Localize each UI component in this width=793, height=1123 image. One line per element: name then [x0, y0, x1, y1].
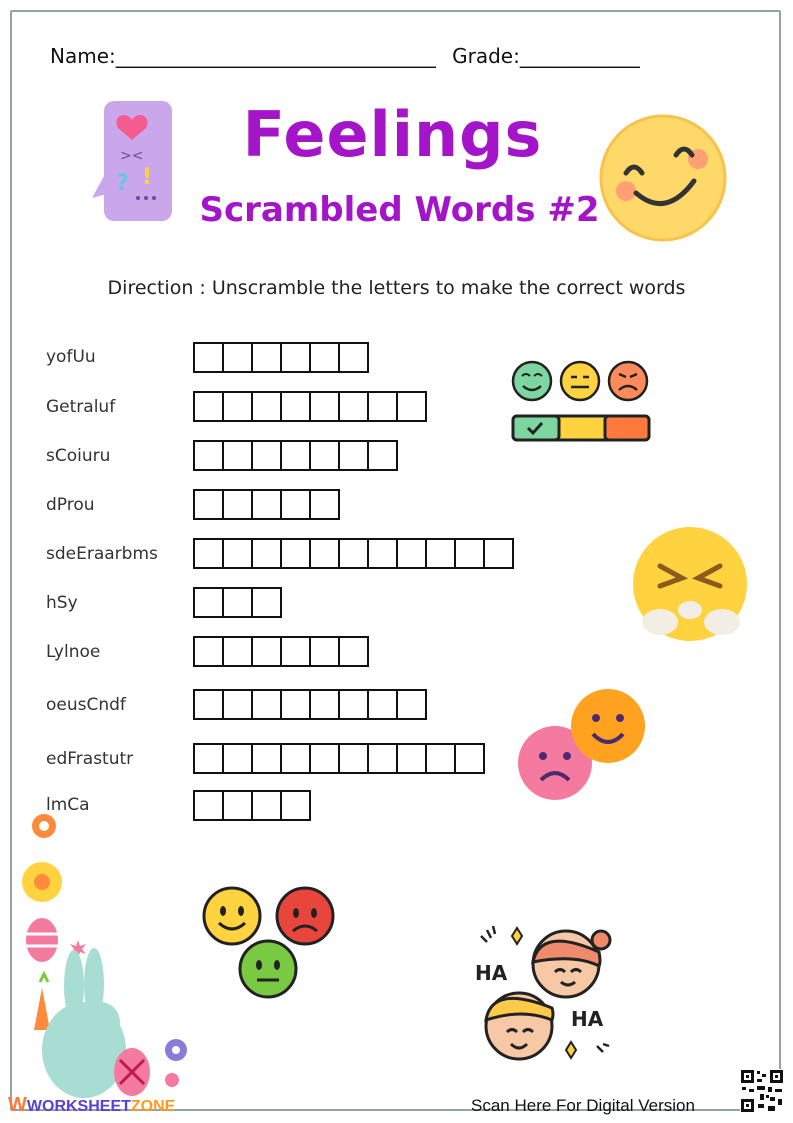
letter-box[interactable] [367, 689, 398, 720]
letter-box[interactable] [193, 538, 224, 569]
mood-scale-icon [510, 360, 652, 444]
letter-box[interactable] [483, 538, 514, 569]
letter-box[interactable] [193, 440, 224, 471]
letter-box[interactable] [425, 538, 456, 569]
worksheetzone-logo[interactable] [8, 1094, 175, 1117]
letter-box[interactable] [222, 587, 253, 618]
letter-box[interactable] [454, 743, 485, 774]
letter-box[interactable] [309, 440, 340, 471]
answer-boxes[interactable] [193, 587, 280, 618]
letter-box[interactable] [396, 391, 427, 422]
letter-box[interactable] [251, 743, 282, 774]
letter-box[interactable] [193, 636, 224, 667]
laughing-kids-icon [473, 922, 621, 1070]
letter-box[interactable] [251, 489, 282, 520]
logo-mark: W [8, 1094, 27, 1116]
letter-box[interactable] [338, 538, 369, 569]
letter-box[interactable] [222, 440, 253, 471]
letter-box[interactable] [396, 689, 427, 720]
letter-box[interactable] [251, 440, 282, 471]
answer-boxes[interactable] [193, 743, 483, 774]
letter-box[interactable] [280, 391, 311, 422]
letter-box[interactable] [251, 342, 282, 373]
svg-text:HA: HA [475, 961, 508, 985]
letter-box[interactable] [338, 391, 369, 422]
letter-box[interactable] [222, 342, 253, 373]
scrambled-word: dProu [46, 495, 95, 515]
letter-box[interactable] [222, 489, 253, 520]
letter-box[interactable] [367, 391, 398, 422]
letter-box[interactable] [193, 790, 224, 821]
scrambled-word: oeusCndf [46, 695, 126, 715]
svg-text:HA: HA [571, 1007, 604, 1031]
letter-box[interactable] [193, 689, 224, 720]
svg-text:?: ? [116, 171, 129, 196]
letter-box[interactable] [454, 538, 485, 569]
answer-boxes[interactable] [193, 391, 425, 422]
scrambled-word: lmCa [46, 795, 90, 815]
letter-box[interactable] [280, 440, 311, 471]
page-subtitle: Scrambled Words #2 [199, 190, 600, 230]
svg-text:><: >< [120, 148, 144, 164]
letter-box[interactable] [251, 538, 282, 569]
letter-box[interactable] [309, 538, 340, 569]
letter-box[interactable] [280, 689, 311, 720]
letter-box[interactable] [222, 743, 253, 774]
logo-worksheet: WORKSHEET [26, 1098, 131, 1115]
letter-box[interactable] [222, 391, 253, 422]
letter-box[interactable] [222, 790, 253, 821]
letter-box[interactable] [280, 636, 311, 667]
name-field[interactable]: Name:________________________________ [50, 44, 436, 68]
logo-zone: ZONE [130, 1098, 176, 1115]
answer-boxes[interactable] [193, 790, 309, 821]
letter-box[interactable] [193, 489, 224, 520]
angry-face-icon [630, 526, 748, 644]
letter-box[interactable] [193, 391, 224, 422]
svg-text:!: ! [142, 165, 153, 190]
letter-box[interactable] [338, 440, 369, 471]
letter-box[interactable] [222, 689, 253, 720]
grade-field[interactable]: Grade:____________ [452, 44, 640, 68]
answer-boxes[interactable] [193, 689, 425, 720]
letter-box[interactable] [280, 743, 311, 774]
answer-boxes[interactable] [193, 342, 367, 373]
letter-box[interactable] [309, 391, 340, 422]
scrambled-word: edFrastutr [46, 749, 134, 769]
letter-box[interactable] [280, 790, 311, 821]
letter-box[interactable] [193, 587, 224, 618]
answer-boxes[interactable] [193, 489, 338, 520]
scrambled-word: sdeEraarbms [46, 544, 158, 564]
scrambled-word: yofUu [46, 347, 96, 367]
letter-box[interactable] [222, 636, 253, 667]
name-grade-line [50, 44, 640, 68]
letter-box[interactable] [251, 790, 282, 821]
easter-decor-icon [12, 810, 192, 1100]
letter-box[interactable] [367, 743, 398, 774]
letter-box[interactable] [251, 636, 282, 667]
letter-box[interactable] [251, 587, 282, 618]
letter-box[interactable] [193, 342, 224, 373]
letter-box[interactable] [338, 342, 369, 373]
letter-box[interactable] [367, 538, 398, 569]
letter-box[interactable] [251, 391, 282, 422]
letter-box[interactable] [222, 538, 253, 569]
smiling-face-icon [598, 113, 728, 243]
letter-box[interactable] [338, 689, 369, 720]
happy-sad-faces-icon [515, 688, 647, 802]
letter-box[interactable] [396, 743, 427, 774]
letter-box[interactable] [251, 689, 282, 720]
scrambled-word: sCoiuru [46, 446, 111, 466]
letter-box[interactable] [280, 489, 311, 520]
page-title: Feelings [242, 98, 543, 171]
chat-bubble-icon [92, 98, 176, 224]
letter-box[interactable] [280, 342, 311, 373]
letter-box[interactable] [367, 440, 398, 471]
scrambled-word: Lylnoe [46, 642, 101, 662]
direction-text: Direction : Unscramble the letters to make the correct words [107, 277, 686, 299]
letter-box[interactable] [309, 743, 340, 774]
letter-box[interactable] [309, 689, 340, 720]
scrambled-word: Getraluf [46, 397, 116, 417]
letter-box[interactable] [280, 538, 311, 569]
letter-box[interactable] [425, 743, 456, 774]
letter-box[interactable] [309, 636, 340, 667]
scan-instruction: Scan Here For Digital Version [471, 1096, 695, 1115]
letter-box[interactable] [338, 743, 369, 774]
letter-box[interactable] [338, 636, 369, 667]
letter-box[interactable] [309, 489, 340, 520]
emoji-trio-icon [201, 885, 337, 1001]
answer-boxes[interactable] [193, 538, 512, 569]
answer-boxes[interactable] [193, 636, 367, 667]
scrambled-word: hSy [46, 593, 78, 613]
letter-box[interactable] [309, 342, 340, 373]
answer-boxes[interactable] [193, 440, 396, 471]
letter-box[interactable] [193, 743, 224, 774]
qr-code-icon[interactable] [740, 1069, 784, 1113]
letter-box[interactable] [396, 538, 427, 569]
